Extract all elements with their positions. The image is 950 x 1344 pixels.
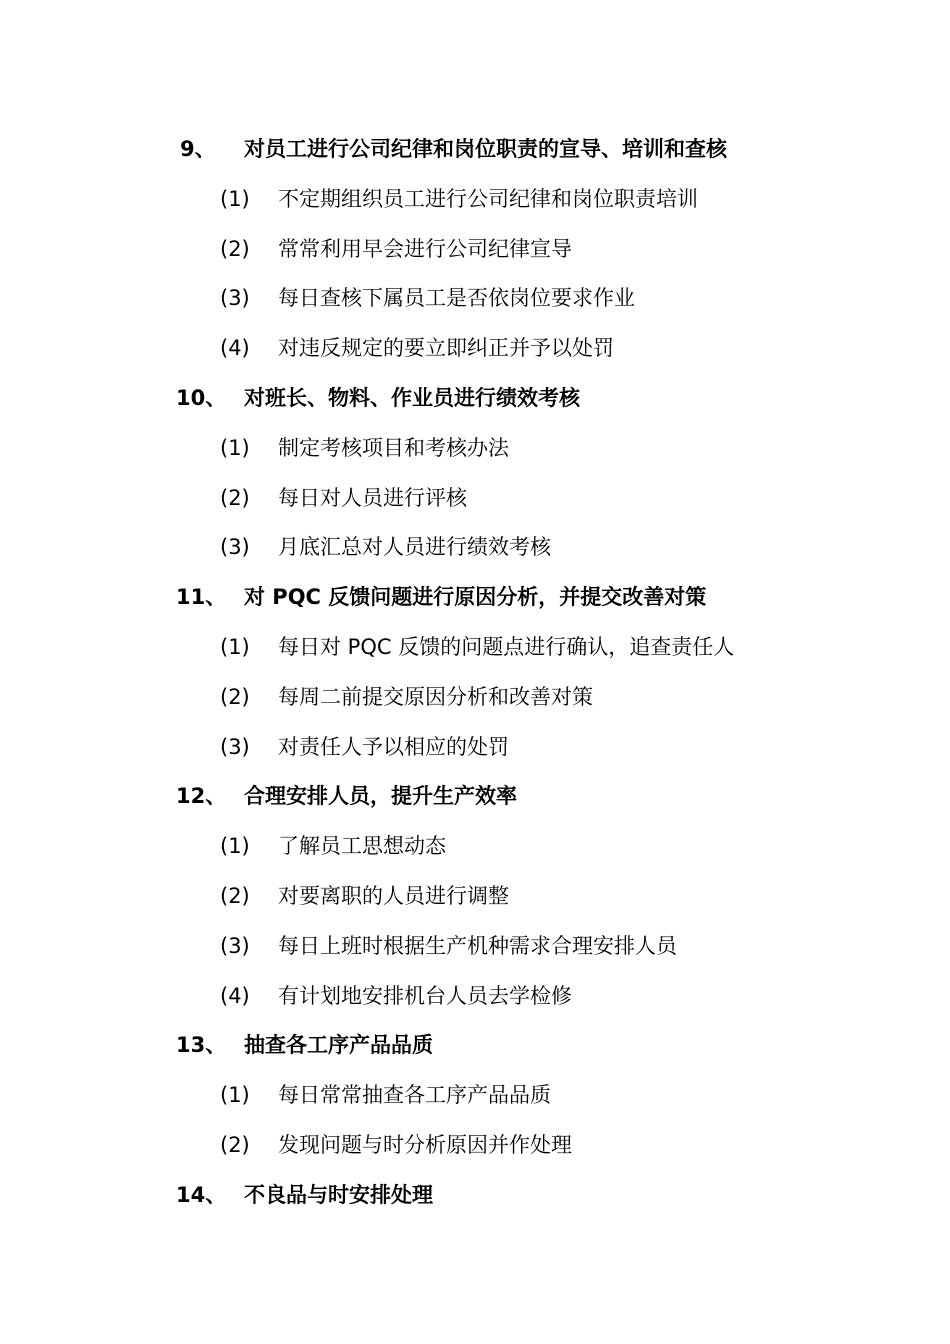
list-item (0, 623, 950, 673)
section-heading (0, 1171, 950, 1221)
section-heading (0, 1021, 950, 1071)
list-item (0, 972, 950, 1022)
list-item (0, 324, 950, 374)
item-text: 对要离职的人员进行调整 (278, 883, 509, 908)
item-number: (2) (220, 684, 250, 709)
item-number: (3) (220, 734, 250, 759)
item-text: 不定期组织员工进行公司纪律和岗位职责培训 (278, 186, 698, 211)
item-number: (4) (220, 983, 250, 1008)
item-text: 每日上班时根据生产机种需求合理安排人员 (278, 933, 677, 958)
list-item (0, 822, 950, 872)
section-title: 合理安排人员，提升生产效率 (244, 784, 517, 809)
section-number: 12、 (176, 784, 227, 809)
list-item (0, 175, 950, 225)
item-text: 每日对人员进行评核 (278, 485, 467, 510)
section-title: 不良品与时安排处理 (244, 1182, 433, 1207)
list-item (0, 673, 950, 723)
item-number: (2) (220, 1132, 250, 1157)
item-text: 每周二前提交原因分析和改善对策 (278, 684, 593, 709)
item-number: (1) (220, 435, 250, 460)
item-text: 发现问题与时分析原因并作处理 (278, 1132, 572, 1157)
item-text: 每日常常抽查各工序产品品质 (278, 1083, 551, 1108)
section-number: 11、 (176, 585, 227, 610)
list-item (0, 1071, 950, 1121)
section-number: 10、 (176, 385, 227, 410)
list-item (0, 723, 950, 773)
item-text: 了解员工思想动态 (278, 834, 446, 859)
list-item (0, 274, 950, 324)
list-item (0, 225, 950, 275)
list-item (0, 872, 950, 922)
item-number: (2) (220, 236, 250, 261)
section-heading (0, 125, 950, 175)
item-number: (3) (220, 286, 250, 311)
item-text: 每日查核下属员工是否依岗位要求作业 (278, 286, 635, 311)
section-title: 对班长、物料、作业员进行绩效考核 (244, 385, 580, 410)
item-number: (3) (220, 933, 250, 958)
list-item (0, 922, 950, 972)
item-number: (1) (220, 186, 250, 211)
item-number: (1) (220, 834, 250, 859)
section-number: 14、 (176, 1182, 227, 1207)
list-item (0, 1121, 950, 1171)
section-number: 13、 (176, 1033, 227, 1058)
section-heading (0, 573, 950, 623)
item-number: (3) (220, 535, 250, 560)
list-item (0, 424, 950, 474)
section-heading (0, 772, 950, 822)
item-text: 常常利用早会进行公司纪律宣导 (278, 236, 572, 261)
item-text: 月底汇总对人员进行绩效考核 (278, 535, 551, 560)
item-text: 对责任人予以相应的处罚 (278, 734, 509, 759)
item-text: 每日对 PQC 反馈的问题点进行确认，追查责任人 (278, 634, 735, 659)
item-text: 有计划地安排机台人员去学检修 (278, 983, 572, 1008)
document-body (0, 125, 950, 1221)
item-text: 制定考核项目和考核办法 (278, 435, 509, 460)
section-title: 对员工进行公司纪律和岗位职责的宣导、培训和查核 (244, 137, 727, 161)
section-title: 抽查各工序产品品质 (244, 1033, 433, 1058)
item-number: (2) (220, 485, 250, 510)
section-title: 对 PQC 反馈问题进行原因分析，并提交改善对策 (244, 585, 707, 610)
item-number: (1) (220, 634, 250, 659)
list-item (0, 523, 950, 573)
item-number: (1) (220, 1083, 250, 1108)
list-item (0, 474, 950, 524)
section-heading (0, 374, 950, 424)
item-number: (4) (220, 336, 250, 361)
item-number: (2) (220, 883, 250, 908)
section-number: 9、 (180, 137, 216, 161)
item-text: 对违反规定的要立即纠正并予以处罚 (278, 336, 614, 361)
